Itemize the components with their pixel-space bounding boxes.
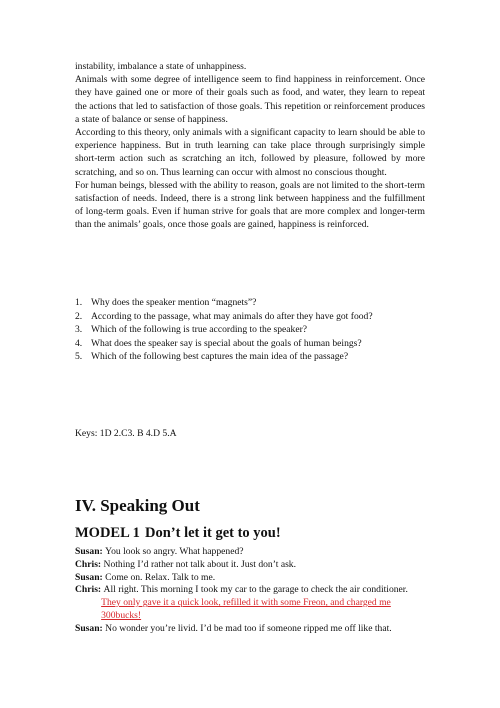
dialogue-line <box>75 559 427 572</box>
passage-paragraph: instability, imbalance a state of unhappiness. <box>75 61 247 72</box>
question-text: Why does the speaker mention “magnets”? <box>91 297 257 308</box>
utterance-text: Come on. Relax. Talk to me. <box>105 571 216 583</box>
speaker-name: Chris: <box>75 584 102 596</box>
question-list <box>75 296 425 364</box>
utterance <box>101 559 427 572</box>
passage-paragraph: For human beings, blessed with the ability to reason, goals are not limited to the short-term satisfaction of needs. Indeed, there is a strong link between happiness and the fulfillment of long-term goals. Even if human strive for goals that are more complex and longer-term than the animals’ goals, once those goals are gained, happiness is reinforced. <box>75 179 425 231</box>
question-item <box>75 337 425 351</box>
model-title: Don’t let it get to you! <box>145 525 281 541</box>
question-item <box>75 296 425 310</box>
highlighted-text: They only gave it a quick look, refilled it with some Freon, and charged me 300bucks! <box>101 597 391 621</box>
utterance-text: Nothing I’d rather not talk about it. Just don’t ask. <box>103 558 297 570</box>
question-number: 1. <box>75 297 83 308</box>
utterance <box>101 584 427 622</box>
passage-paragraph: According to this theory, only animals with a significant capacity to learn should be able to experience happiness. But in truth learning can take place through surprisingly simple short-term action such as scratching an itch, followed by pleasure, followed by more scratching, and so on. Thus learning can occur with almost no conscious thought. <box>75 127 425 178</box>
utterance-text: No wonder you’re livid. I’d be mad too if someone ripped me off like that. <box>105 622 392 634</box>
answer-keys: Keys: 1D 2.C3. B 4.D 5.A <box>75 428 177 439</box>
model-heading <box>75 524 281 542</box>
question-item <box>75 350 425 364</box>
utterance-text: All right. This morning I took my car to the garage to check the air conditioner. <box>103 584 408 596</box>
speaker-name: Susan: <box>75 622 103 634</box>
question-number: 5. <box>75 351 83 363</box>
dialogue-line <box>75 623 427 636</box>
speaker-name: Susan: <box>75 571 103 583</box>
section-title: IV. Speaking Out <box>75 496 200 515</box>
question-item <box>75 310 425 324</box>
utterance <box>103 546 427 559</box>
question-text: Which of the following best captures the main idea of the passage? <box>91 351 349 363</box>
utterance <box>103 623 427 636</box>
utterance-text: You look so angry. What happened? <box>105 546 244 557</box>
dialogue-line <box>75 572 427 585</box>
dialogue-line <box>75 546 427 559</box>
question-number: 4. <box>75 337 83 349</box>
question-number: 2. <box>75 310 83 322</box>
passage-paragraph: Animals with some degree of intelligence seem to find happiness in reinforcement. Once they have gained one or more of their goals such as food, and water, they learn to repeat the actions that led to satisfaction of those goals. This repetition or reinforcement produces a state of balance or sense of happiness. <box>75 74 425 125</box>
dialogue <box>75 546 427 636</box>
question-text: Which of the following is true according to the speaker? <box>91 324 308 336</box>
question-text: According to the passage, what may animals do after they have got food? <box>91 310 373 322</box>
speaker-name: Chris: <box>75 558 102 570</box>
dialogue-line <box>75 584 427 622</box>
question-item <box>75 323 425 337</box>
passage <box>75 60 425 232</box>
utterance <box>103 572 427 585</box>
question-number: 3. <box>75 324 83 336</box>
speaker-name: Susan: <box>75 546 103 557</box>
model-name: MODEL 1 <box>75 525 140 541</box>
question-text: What does the speaker say is special about the goals of human beings? <box>91 337 362 349</box>
